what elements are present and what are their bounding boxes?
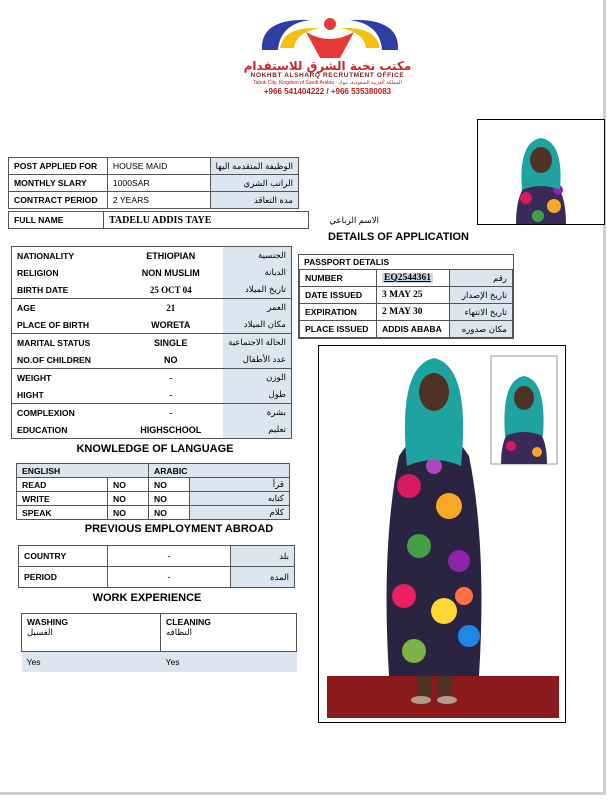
- details-label: WEIGHT: [12, 369, 119, 387]
- language-table: [16, 463, 290, 520]
- details-row: [12, 334, 292, 352]
- job-row: [9, 175, 299, 192]
- contract-value: 2 YEARS: [107, 192, 210, 209]
- passport-expiration-label-ar: تاريخ الانتهاء: [450, 304, 513, 321]
- employment-row: [19, 567, 295, 588]
- employment-period-value: -: [108, 567, 231, 588]
- post-value: HOUSE MAID: [107, 158, 210, 175]
- post-label-ar: الوظيفة المتقدمة اليها: [210, 158, 298, 175]
- passport-row: [300, 321, 513, 338]
- language-skill-label: WRITE: [17, 492, 108, 506]
- details-label-ar: الحالة الاجتماعية: [223, 334, 291, 352]
- details-value: 25 OCT 04: [149, 284, 192, 295]
- language-skill-label-ar: قرأ: [190, 478, 290, 492]
- details-value: ETHIOPIAN: [118, 247, 223, 265]
- passport-issued-value: 3 MAY 25: [377, 287, 450, 304]
- details-row: [12, 386, 292, 404]
- org-arabic-name: مكتب نخبة الشرق للاستقدام: [243, 59, 412, 73]
- passport-number-label-ar: رقم: [450, 270, 513, 287]
- passport-number-label: NUMBER: [300, 270, 377, 287]
- details-label-ar: عدد الأطفال: [223, 351, 291, 369]
- cleaning-label: CLEANING: [166, 617, 211, 627]
- language-title: KNOWLEDGE OF LANGUAGE: [76, 443, 234, 455]
- details-row: [12, 351, 292, 369]
- details-label-ar: الوزن: [223, 369, 291, 387]
- passport-title: PASSPORT DETALIS: [304, 257, 390, 267]
- language-arabic-value: NO: [149, 478, 190, 492]
- details-label-ar: بشرة: [223, 404, 291, 422]
- details-label: EDUCATION: [12, 421, 119, 439]
- passport-issued-label-ar: تاريخ الإصدار: [450, 287, 513, 304]
- contract-label-ar: مدة التعاقد: [210, 192, 298, 209]
- details-label-ar: تعليم: [223, 421, 291, 439]
- details-label: BIRTH DATE: [12, 281, 119, 299]
- salary-label: MONTHLY SLARY: [9, 175, 108, 192]
- experience-cleaning: [161, 614, 297, 652]
- language-row: [17, 492, 290, 506]
- passport-issued-label: DATE ISSUED: [300, 287, 377, 304]
- washing-label: WASHING: [27, 617, 69, 627]
- details-value: NO: [164, 354, 178, 365]
- language-col-english: ENGLISH: [17, 464, 149, 478]
- details-label: HIGHT: [12, 386, 119, 404]
- language-arabic-value: NO: [149, 506, 190, 520]
- employment-period-label-ar: المدة: [231, 567, 295, 588]
- details-label: RELIGION: [12, 264, 119, 281]
- org-english-name: NOKHBT ALSHARQ RECRUTMENT OFFICE: [250, 72, 405, 79]
- details-value: SINGLE: [118, 334, 223, 352]
- passport-row: [300, 270, 513, 287]
- full-name-value: TADELU ADDIS TAYE: [104, 212, 309, 229]
- full-name-label: FULL NAME: [9, 212, 104, 229]
- details-label: PLACE OF BIRTH: [12, 316, 119, 334]
- details-label: MARITAL STATUS: [12, 334, 119, 352]
- full-body-photo: [318, 345, 566, 723]
- passport-table: [298, 254, 514, 339]
- details-value: -: [118, 404, 223, 422]
- employment-country-value: -: [108, 546, 231, 567]
- experience-table: [21, 613, 297, 672]
- details-value: NON MUSLIM: [141, 267, 200, 278]
- employment-table: [18, 545, 295, 588]
- language-skill-label-ar: كتابه: [190, 492, 290, 506]
- salary-value: 1000SAR: [107, 175, 210, 192]
- org-phones: +966 541404222 / +966 535380083: [263, 87, 392, 96]
- full-name-row: [8, 211, 384, 229]
- language-arabic-value: NO: [149, 492, 190, 506]
- details-label: COMPLEXION: [12, 404, 119, 422]
- details-value: -: [118, 369, 223, 387]
- language-row: [17, 478, 290, 492]
- details-label-ar: مكان الميلاد: [223, 316, 291, 334]
- language-skill-label: READ: [17, 478, 108, 492]
- details-row: [12, 264, 292, 281]
- language-row: [17, 506, 290, 520]
- details-row: [12, 404, 292, 422]
- details-label-ar: العمر: [223, 299, 291, 317]
- language-english-value: NO: [108, 478, 149, 492]
- salary-label-ar: الراتب الشري: [210, 175, 298, 192]
- details-row: [12, 281, 292, 299]
- contract-label: CONTRACT PERIOD: [9, 192, 108, 209]
- cleaning-value: Yes: [161, 652, 297, 673]
- language-col-arabic: ARABIC: [149, 464, 290, 478]
- details-table: [11, 246, 292, 439]
- details-row: [12, 369, 292, 387]
- job-row: [9, 192, 299, 209]
- details-row: [12, 316, 292, 334]
- passport-place-value: ADDIS ABABA: [377, 321, 450, 338]
- details-label-ar: الجنسية: [223, 247, 291, 265]
- details-label: NATIONALITY: [12, 247, 119, 265]
- passport-expiration-label: EXPIRATION: [300, 304, 377, 321]
- employment-country-label-ar: بلد: [231, 546, 295, 567]
- language-skill-label-ar: كلام: [190, 506, 290, 520]
- details-row: [12, 247, 292, 265]
- language-skill-label: SPEAK: [17, 506, 108, 520]
- passport-row: [300, 304, 513, 321]
- employment-period-label: PERIOD: [19, 567, 108, 588]
- details-label: AGE: [12, 299, 119, 317]
- experience-washing: [22, 614, 161, 652]
- post-label: POST APPLIED FOR: [9, 158, 108, 175]
- washing-label-ar: الغسيل: [27, 627, 53, 637]
- passport-place-label-ar: مكان صدوره: [450, 321, 513, 338]
- details-label: NO.OF CHILDREN: [12, 351, 119, 369]
- full-name-label-ar: الاسم الرباعي: [329, 214, 379, 225]
- passport-expiration-value: 2 MAY 30: [377, 304, 450, 321]
- language-english-value: NO: [108, 492, 149, 506]
- experience-title: WORK EXPERIENCE: [92, 592, 202, 604]
- org-address: Tabuk City, Kingdom of Saudi Arabia · المملكة العربية السعودية، تبوك: [253, 80, 402, 86]
- details-label-ar: تاريخ الميلاد: [223, 281, 291, 299]
- employment-row: [19, 546, 295, 567]
- cleaning-label-ar: النظافه: [166, 627, 192, 637]
- passport-place-label: PLACE ISSUED: [300, 321, 377, 338]
- details-value: 21: [118, 299, 223, 317]
- passport-number-value: EQ2544361: [384, 273, 431, 283]
- job-info-table: [8, 157, 299, 209]
- details-row: [12, 421, 292, 439]
- details-label-ar: الديانة: [223, 264, 291, 281]
- details-value: WORETA: [151, 319, 191, 330]
- employment-title: PREVIOUS EMPLOYMENT ABROAD: [84, 523, 274, 535]
- details-value: -: [169, 389, 173, 400]
- details-row: [12, 299, 292, 317]
- details-value: HIGHSCHOOL: [118, 421, 223, 439]
- passport-photo: [477, 119, 605, 225]
- language-english-value: NO: [108, 506, 149, 520]
- employment-country-label: COUNTRY: [19, 546, 108, 567]
- passport-row: [300, 287, 513, 304]
- job-row: [9, 158, 299, 175]
- details-title: DETAILS OF APPLICATION: [328, 231, 469, 243]
- washing-value: Yes: [22, 652, 161, 673]
- details-label-ar: طول: [223, 386, 291, 404]
